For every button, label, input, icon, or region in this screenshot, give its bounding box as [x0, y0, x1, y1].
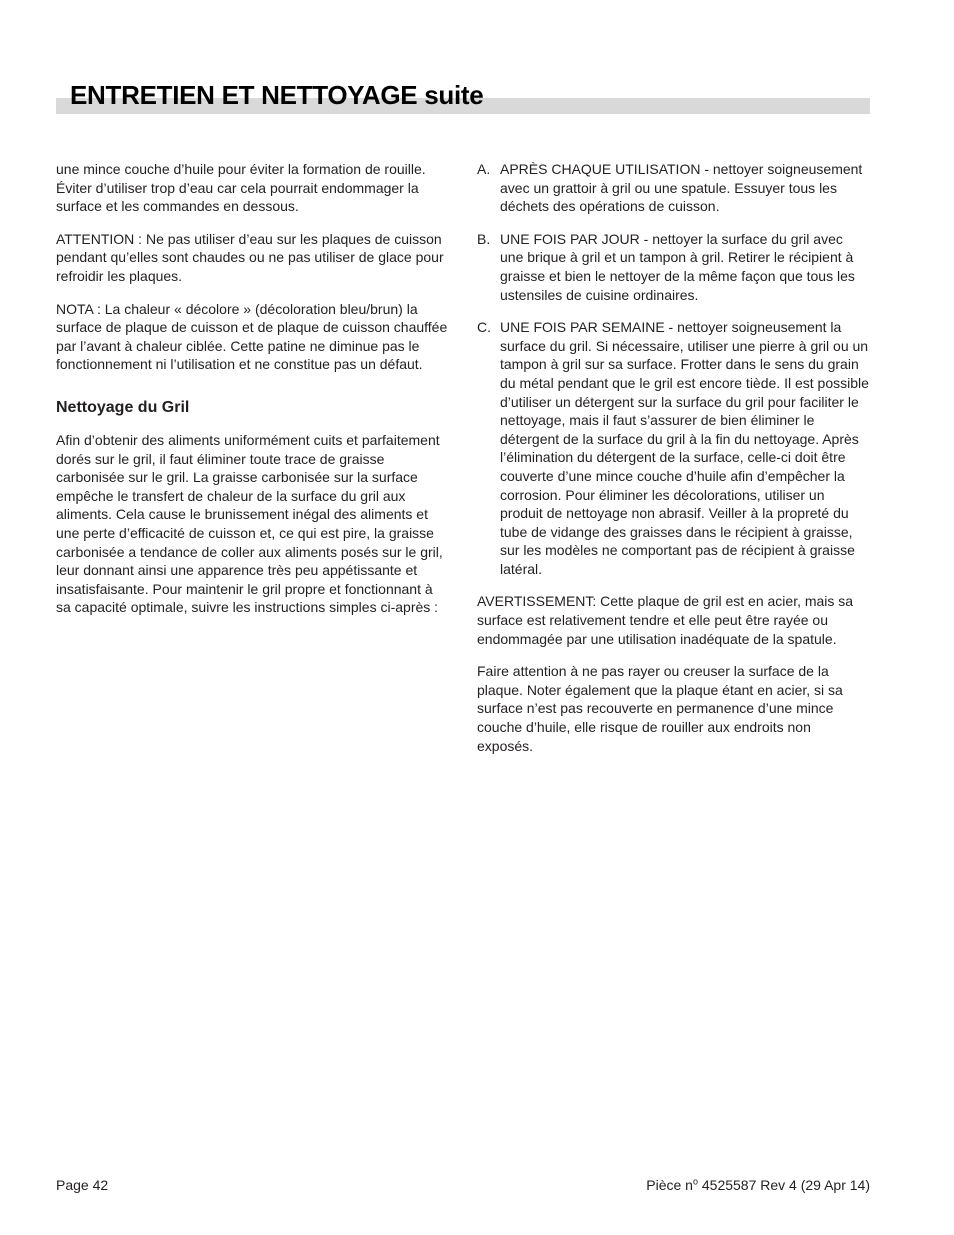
page-title: ENTRETIEN ET NETTOYAGE suite — [70, 80, 484, 110]
part-number — [646, 1176, 870, 1194]
list-item-text: UNE FOIS PAR SEMAINE - nettoyer soigneusement la surface du gril. Si nécessaire, utiliser une pierre à gril ou un tampon à gril sur sa surface. Frotter dans le sens du grain du métal pendant que le gril est encore tiède. Il est possible d’utiliser un détergent sur la surface du gril pour faciliter le nettoyage, mais il faut s’assurer de bien éliminer le détergent de la surface du gril à la fin du nettoyage. Après l’élimination du détergent de la surface, celle-ci doit être couverte d’une mince couche d’huile afin d’empêcher la corrosion. Pour éliminer les décolorations, utiliser un produit de nettoyage non abrasif. Veiller à la propreté du tube de vidange des graisses dans le récipient à graisse, sur les modèles ne comportant pas de récipient à graisse latéral. — [500, 319, 869, 577]
list-item-text: APRÈS CHAQUE UTILISATION - nettoyer soigneusement avec un grattoir à gril ou une spatule. Essuyer tous les déchets des opérations de cuisson. — [500, 161, 863, 215]
list-item-c — [477, 318, 870, 578]
section-heading: Nettoyage du Gril — [56, 398, 190, 416]
part-prefix: Pièce n — [646, 1177, 693, 1193]
list-item-text: UNE FOIS PAR JOUR - nettoyer la surface du gril avec une brique à gril et un tampon à gril. Retirer le récipient à graisse et bien le nettoyer de la même façon que tous les ustensiles de cuisine ordinaires. — [500, 230, 855, 303]
page-number: Page 42 — [56, 1177, 109, 1193]
list-item-b — [477, 230, 870, 304]
list-item-a — [477, 160, 870, 216]
list-marker: C. — [477, 319, 491, 336]
list-marker: A. — [477, 161, 491, 177]
paragraph: une mince couche d’huile pour éviter la formation de rouille. Éviter d’utiliser trop d’eau car cela pourrait endommager la surface et les commandes en dessous. — [56, 161, 426, 215]
left-column — [56, 160, 451, 631]
warning-paragraph: AVERTISSEMENT: Cette plaque de gril est en acier, mais sa surface est relativement tendre et elle peut être rayée ou endommagée par une utilisation inadéquate de la spatule. — [477, 593, 854, 647]
nota-paragraph: NOTA : La chaleur « décolore » (décoloration bleu/brun) la surface de plaque de cuisson et de plaque de cuisson chauffée par l’avant à chaleur ciblée. Cette patine ne diminue pas le fonctionnement ni l’utilisation et ne constitue pas un défaut. — [56, 300, 448, 373]
part-suffix: 4525587 Rev 4 (29 Apr 14) — [697, 1177, 870, 1193]
list-marker: B. — [477, 230, 491, 247]
section-paragraph: Afin d’obtenir des aliments uniformément cuits et parfaitement dorés sur le gril, il faut éliminer toute trace de graisse carbonisée sur le gril. La graisse carbonisée sur la surface empêche le transfert de chaleur de la surface du gril aux aliments. Cela cause le brunissement inégal des aliments et une perte d’efficacité de cuisson et, ce qui est pire, la graisse carbonisée a tendance de coller aux aliments posés sur le gril, leur donnant ainsi une apparence très peu appétissante et insatisfaisante. Pour maintenir le gril propre et fonctionnant à sa capacité optimale, suivre les instructions simples ci-après : — [56, 431, 443, 616]
paragraph: Faire attention à ne pas rayer ou creuser la surface de la plaque. Noter également que la plaque étant en acier, si sa surface n’est pas recouverte en permanence d’une mince couche d’huile, elle risque de rouiller aux endroits non exposés. — [477, 663, 843, 754]
attention-paragraph: ATTENTION : Ne pas utiliser d’eau sur les plaques de cuisson pendant qu’elles sont chaudes ou ne pas utiliser de glace pour refroidir les plaques. — [56, 230, 444, 284]
part-superscript: o — [692, 1176, 698, 1187]
right-column — [477, 160, 870, 769]
